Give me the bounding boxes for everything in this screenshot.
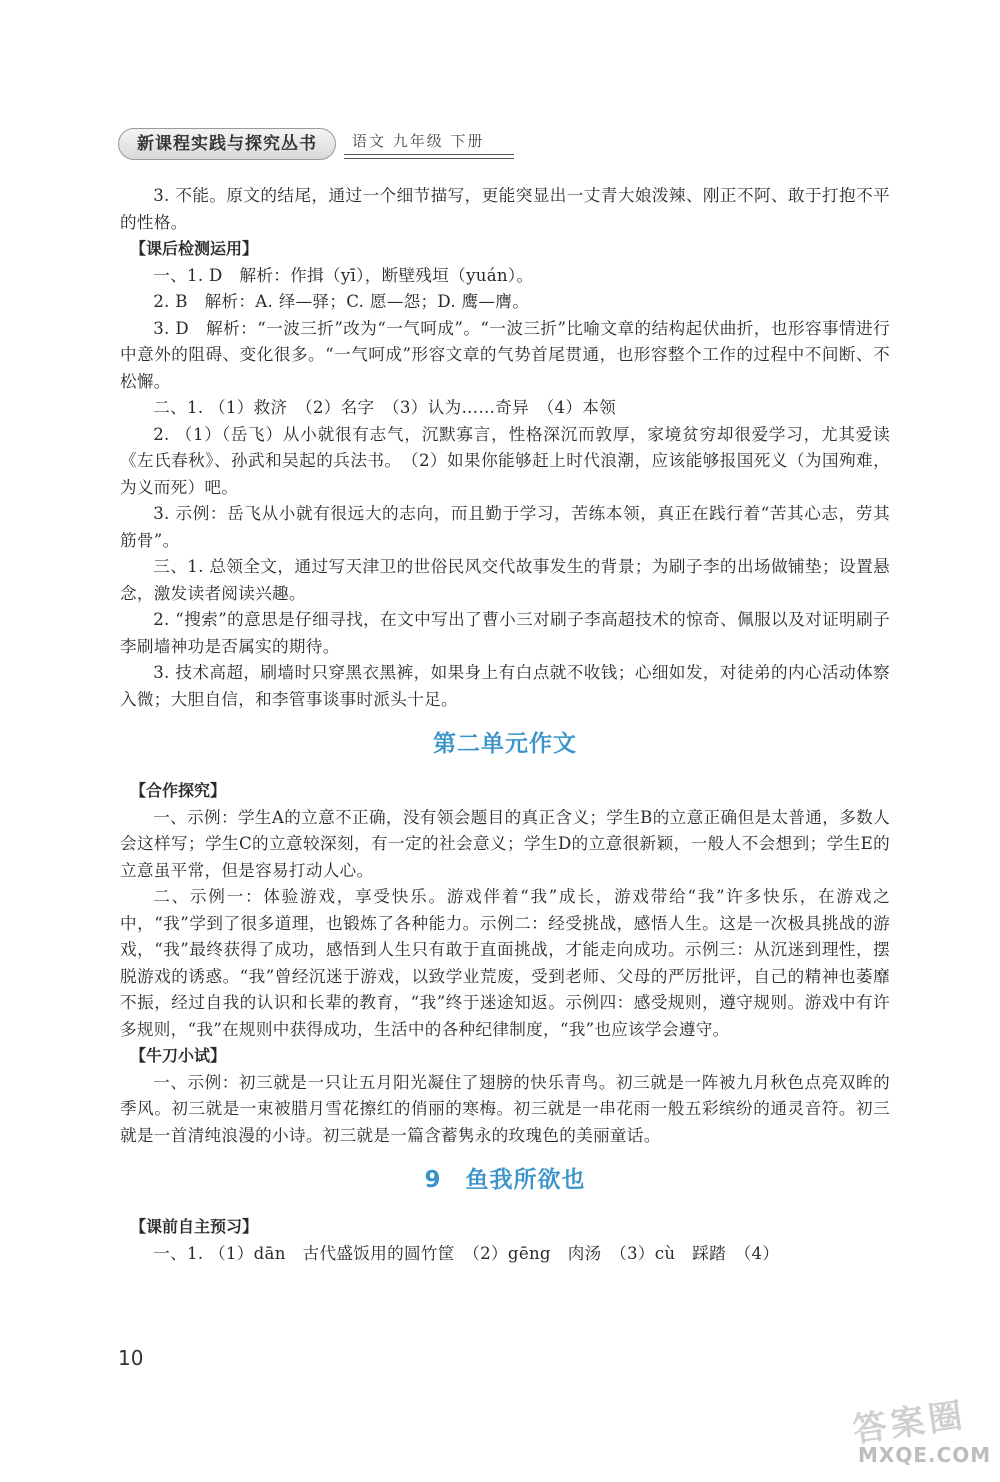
answer-paragraph: 一、示例：初三就是一只让五月阳光凝住了翅膀的快乐青鸟。初三就是一阵被九月秋色点亮双眸的季风。初三就是一束被腊月雪花擦红的俏丽的寒梅。初三就是一串花雨一般五彩缤纷的通灵音符。初三就是一首清纯浪漫的小诗。初三就是一篇含蓄隽永的玫瑰色的美丽童话。 [120, 1072, 890, 1145]
answer-paragraph: 一、示例：学生A的立意不正确，没有领会题目的真正含义；学生B的立意正确但是太普通，多数人会这样写；学生C的立意较深刻，有一定的社会意义；学生D的立意很新颖，一般人不会想到；学生E的立意虽平常，但是容易打动人心。 [120, 807, 890, 880]
answer-paragraph: 3. 技术高超，刷墙时只穿黑衣黑裤，如果身上有白点就不收钱；心细如发，对徒弟的内心活动体察入微；大胆自信，和李管事谈事时派头十足。 [120, 663, 890, 709]
answer-paragraph: 2. （1）（岳飞）从小就很有志气，沉默寡言，性格深沉而敦厚，家境贫穷却很爱学习，尤其爱读《左氏春秋》、孙武和吴起的兵法书。 （2）如果你能够赶上时代浪潮，应该能够报国死义（为国殉难，为义而死）吧。 [120, 424, 890, 497]
answer-paragraph: 二、1. （1）救济 （2）名字 （3）认为……奇异 （4）本领 [153, 398, 617, 417]
answer-paragraph: 3. 示例：岳飞从小就有很远大的志向，而且勤于学习，苦练本领，真正在践行着“苦其心志，劳其筋骨”。 [120, 504, 890, 550]
section-tag: 【牛刀小试】 [130, 1046, 227, 1065]
series-title: 新课程实践与探究丛书 [118, 128, 336, 160]
page-content [120, 183, 890, 1267]
answer-paragraph: 2. B 解析：A. 绎—驿；C. 愿—怨；D. 鹰—膺。 [153, 292, 530, 311]
page-number: 10 [118, 1346, 144, 1370]
answer-paragraph: 三、1. 总领全文，通过写天津卫的世俗民风交代故事发生的背景；为刷子李的出场做铺垫；设置悬念，激发读者阅读兴趣。 [120, 557, 890, 603]
answer-paragraph: 一、1. D 解析：作揖（yī），断壁残垣（yuán）。 [153, 265, 534, 285]
watermark [848, 1395, 992, 1475]
section-tag: 【课前自主预习】 [130, 1217, 259, 1236]
header-rule [344, 154, 514, 159]
answer-paragraph: 2. “搜索”的意思是仔细寻找，在文中写出了曹小三对刷子李高超技术的惊奇、佩服以及对证明刷子李刷墙神功是否属实的期待。 [120, 610, 890, 656]
running-header [118, 128, 513, 160]
book-info: 语文 九年级 下册 [352, 132, 485, 150]
answer-paragraph: 一、1. （1）dān 古代盛饭用的圆竹筐 （2）gēng 肉汤 （3）cù 踩踏 （4） [153, 1243, 780, 1263]
answer-paragraph: 二、示例一：体验游戏，享受快乐。游戏伴着“我”成长，游戏带给“我”许多快乐，在游戏之中，“我”学到了很多道理，也锻炼了各种能力。示例二：经受挑战，感悟人生。这是一次极具挑战的游戏，“我”最终获得了成功，感悟到人生只有敢于直面挑战，才能走向成功。示例三：从沉迷到理性，摆脱游戏的诱惑。“我”曾经沉迷于游戏，以致学业荒废，受到老师、父母的严厉批评，自己的精神也萎靡不振，经过自我的认识和长辈的教育，“我”终于迷途知返。示例四：感受规则，遵守规则。游戏中有许多规则，“我”在规则中获得成功，生活中的各种纪律制度，“我”也应该学会遵守。 [120, 887, 890, 1039]
section-title: 第二单元作文 [433, 731, 577, 757]
answer-paragraph: 3. 不能。原文的结尾，通过一个细节描写，更能突显出一丈青大娘泼辣、刚正不阿、敢于打抱不平的性格。 [120, 186, 890, 232]
watermark-url: MXQE.COM [858, 1443, 992, 1467]
answer-paragraph: 3. D 解析：“一波三折”改为“一气呵成”。“一波三折”比喻文章的结构起伏曲折，也形容事情进行中意外的阻碍、变化很多。“一气呵成”形容文章的气势首尾贯通，也形容整个工作的过程中不间断、不松懈。 [120, 318, 890, 391]
section-tag: 【课后检测运用】 [130, 239, 259, 258]
section-tag: 【合作探究】 [130, 781, 227, 800]
section-title: 9 鱼我所欲也 [424, 1167, 586, 1193]
watermark-logo: 答案圈 [850, 1395, 969, 1451]
